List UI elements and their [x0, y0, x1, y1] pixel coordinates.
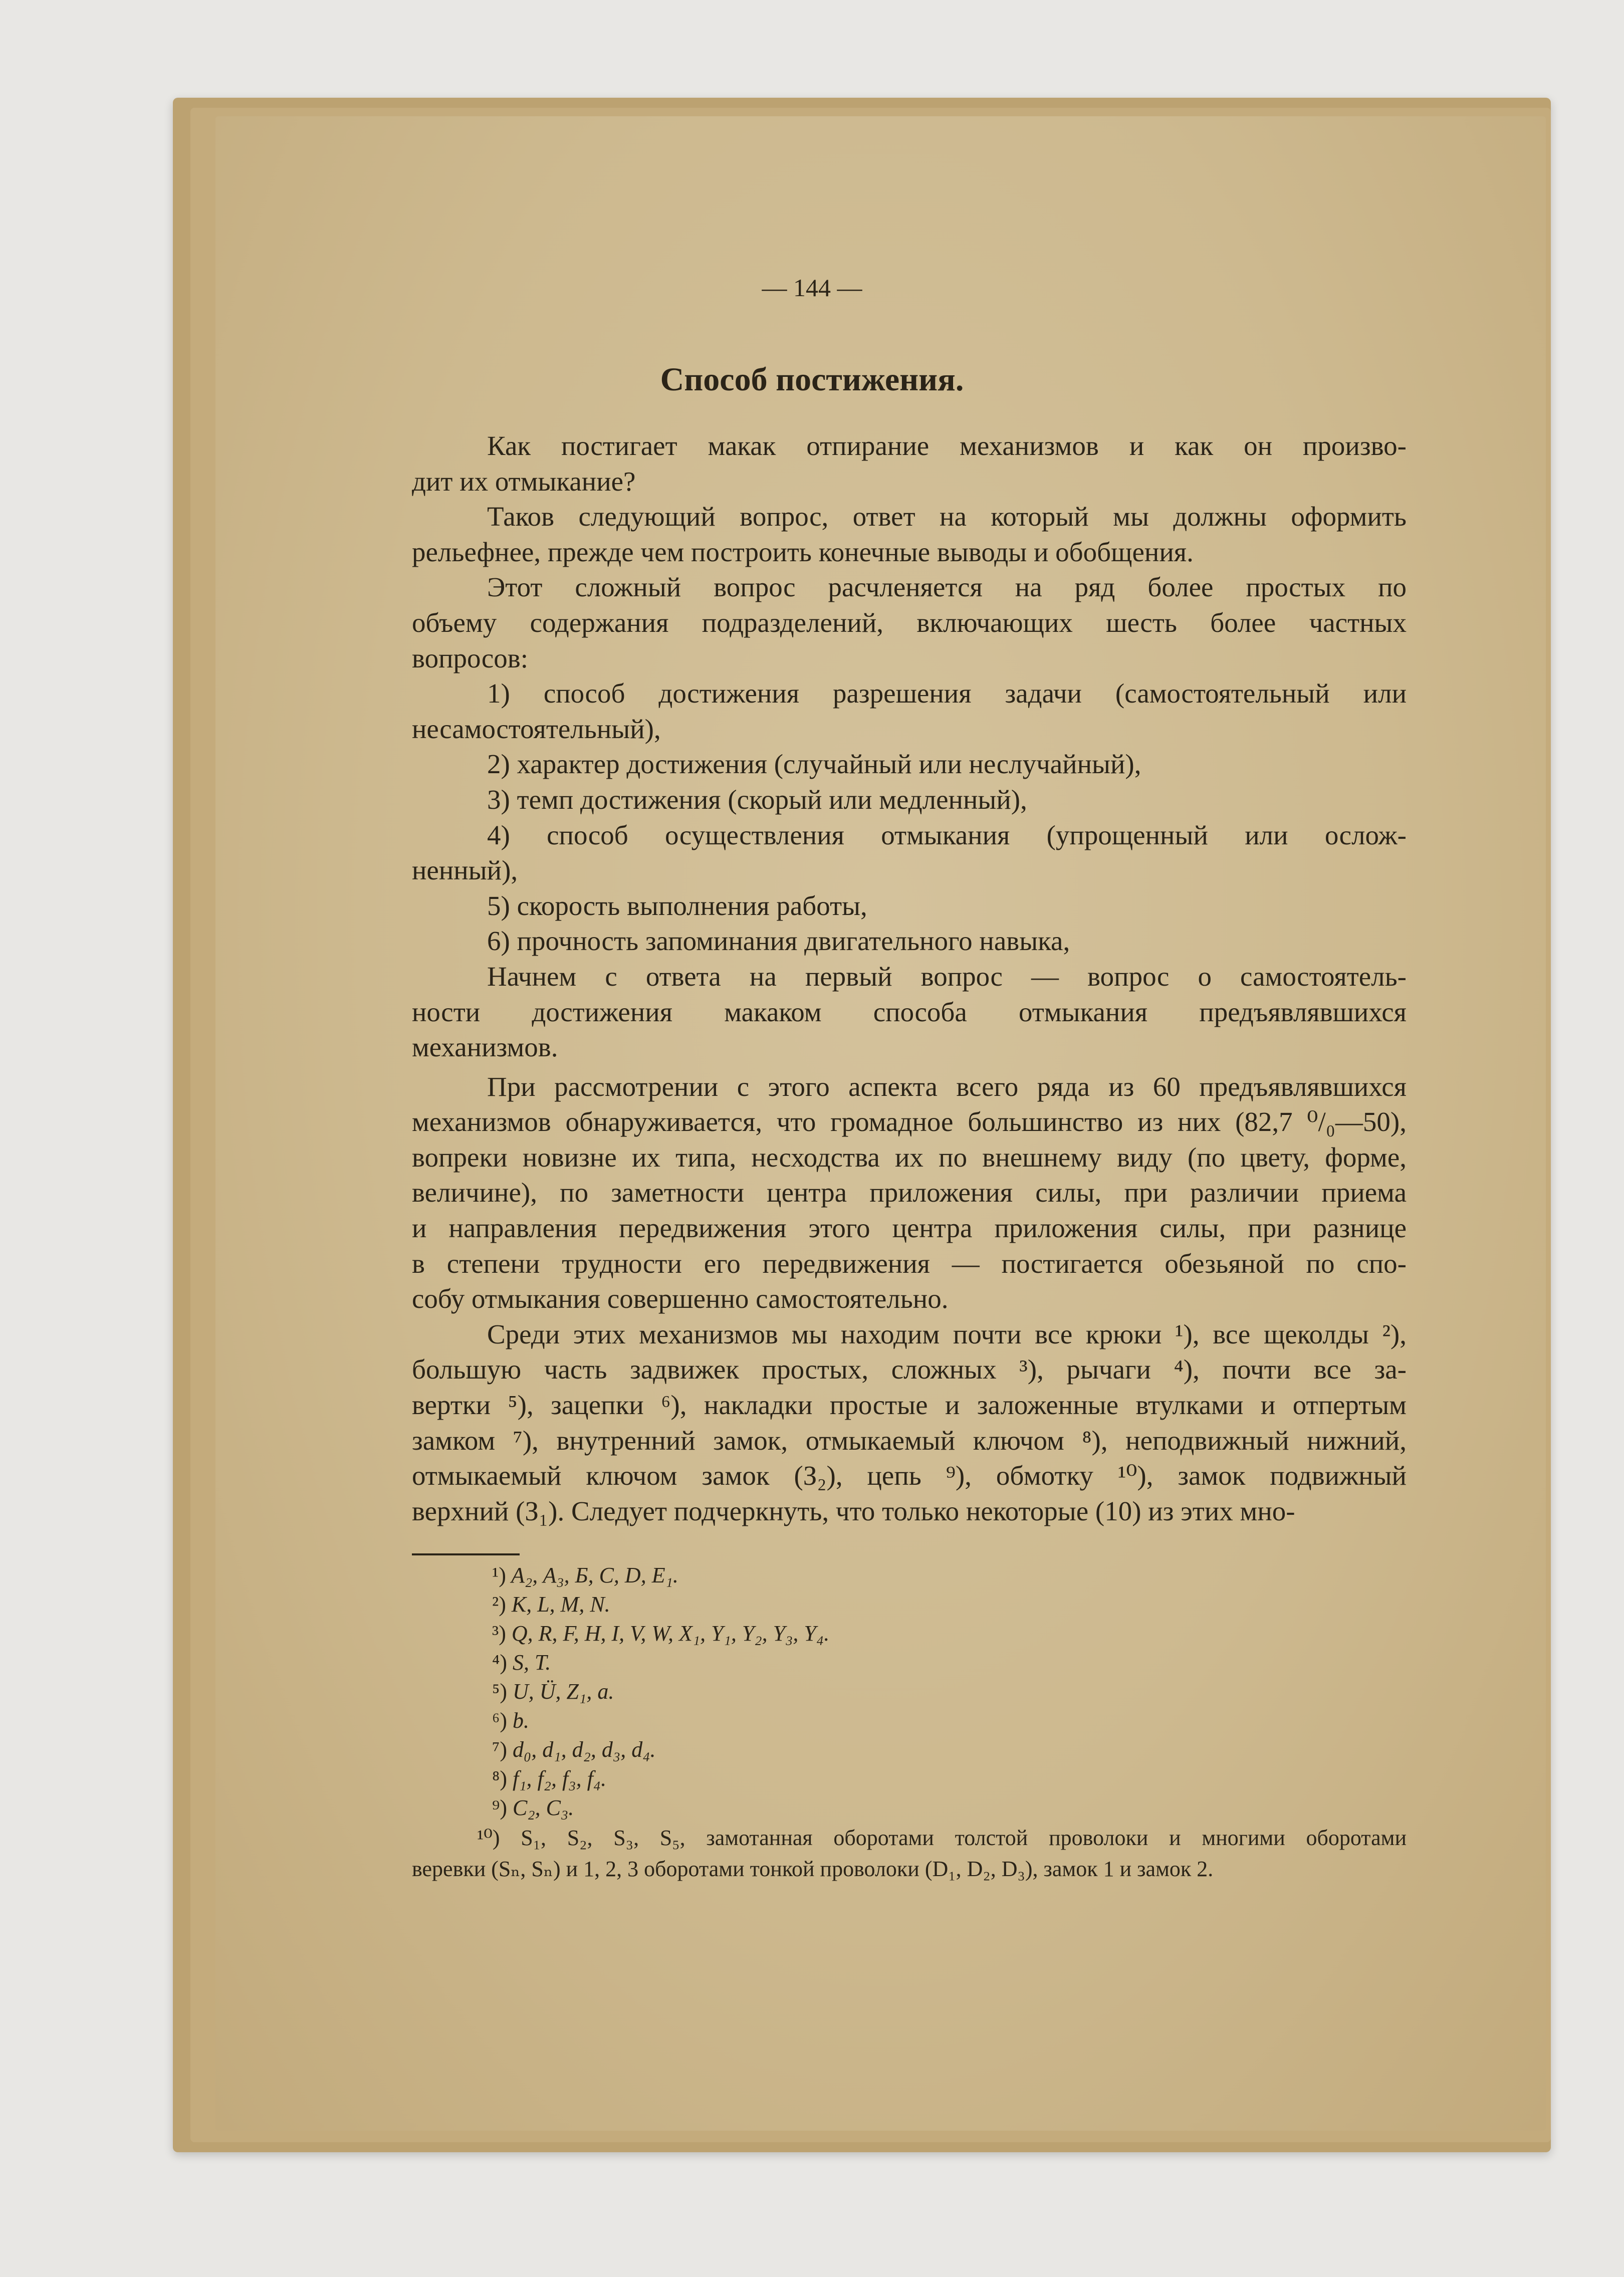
- footnote-number: ¹): [492, 1563, 506, 1587]
- text-line: отмыкаемый ключом замок (З₂), цепь ⁹), обмотку ¹⁰), замок подвижный: [412, 1460, 1407, 1491]
- footnote: [412, 1590, 1407, 1619]
- text-line: собу отмыкания совершенно самостоятельно.: [412, 1283, 949, 1314]
- footnote-text: S, T.: [513, 1650, 551, 1675]
- text-line: ненный),: [412, 855, 518, 886]
- footnotes: [412, 1561, 1407, 1885]
- text-line: большую часть задвижек простых, сложных ³), рычаги ⁴), почти все за-: [412, 1354, 1407, 1385]
- footnote-10-line: ¹⁰) S₁, S₂, S₃, S₅, замотанная оборотами толстой проволоки и многими оборотами: [477, 1826, 1407, 1850]
- text-line: 1) способ достижения разрешения задачи (самостоятельный или: [487, 678, 1407, 709]
- text-line: Начнем с ответа на первый вопрос — вопрос о самостоятель-: [487, 961, 1407, 992]
- section-title: Способ постижения.: [660, 361, 964, 398]
- text-line: механизмов обнаруживается, что громадное большинство из них (82,7 ⁰/₀—50),: [412, 1106, 1407, 1137]
- footnote-number: ⁹): [492, 1795, 507, 1820]
- text-line: Таков следующий вопрос, ответ на который мы должны оформить: [487, 501, 1407, 532]
- text-line: несамостоятельный),: [412, 713, 661, 744]
- text-line: механизмов.: [412, 1032, 558, 1063]
- footnote: [412, 1706, 1407, 1735]
- footnote-text: A₂, A₃, Б, C, D, E₁.: [511, 1563, 678, 1587]
- text-line: Среди этих механизмов мы находим почти все крюки ¹), все щеколды ²),: [487, 1318, 1407, 1349]
- text-line: рельефнее, прежде чем построить конечные выводы и обобщения.: [412, 536, 1194, 567]
- footnote-10-line: веревки (Sₙ, Sₙ) и 1, 2, 3 оборотами тонкой проволоки (D₁, D₂, D₃), замок 1 и замок 2.: [412, 1857, 1214, 1881]
- footnote-text: C₂, C₃.: [513, 1795, 574, 1820]
- text-line: величине), по заметности центра приложения силы, при различии приема: [412, 1177, 1407, 1208]
- text-line: дит их отмыкание?: [412, 466, 636, 497]
- text-line: вопросов:: [412, 642, 529, 673]
- footnote-text: b.: [513, 1708, 529, 1733]
- text-line: в степени трудности его передвижения — постигается обезьяной по спо-: [412, 1248, 1407, 1279]
- footnote: [412, 1648, 1407, 1677]
- footnote: [412, 1793, 1407, 1823]
- footnote-number: ⁸): [492, 1766, 507, 1791]
- text-line: 2) характер достижения (случайный или неслучайный),: [487, 749, 1141, 780]
- text-line: замком ⁷), внутренний замок, отмыкаемый ключом ⁸), неподвижный нижний,: [412, 1425, 1407, 1456]
- footnote-text: U, Ü, Z₁, a.: [513, 1679, 614, 1704]
- footnote: [412, 1735, 1407, 1764]
- text-line: 5) скорость выполнения работы,: [487, 890, 867, 921]
- page-number: — 144 —: [762, 274, 862, 302]
- footnote-text: K, L, M, N.: [511, 1592, 610, 1617]
- footnote-text: d₀, d₁, d₂, d₃, d₄.: [513, 1737, 656, 1762]
- footnote-number: ⁴): [492, 1650, 507, 1675]
- text-line: верхний (З₁). Следует подчеркнуть, что только некоторые (10) из этих мно-: [412, 1495, 1295, 1526]
- body-text: [412, 428, 1407, 1529]
- footnote-rule: [412, 1553, 520, 1555]
- text-line: 4) способ осуществления отмыкания (упрощенный или ослож-: [487, 819, 1407, 850]
- footnote-number: ⁵): [492, 1679, 507, 1704]
- footnote-text: Q, R, F, H, I, V, W, X₁, Y₁, Y₂, Y₃, Y₄.: [511, 1621, 830, 1646]
- text-line: 6) прочность запоминания двигательного навыка,: [487, 926, 1070, 957]
- text-line: При рассмотрении с этого аспекта всего ряда из 60 предъявлявшихся: [487, 1071, 1407, 1102]
- text-line: ности достижения макаком способа отмыкания предъявлявшихся: [412, 996, 1407, 1027]
- footnote: [412, 1677, 1407, 1706]
- text-line: вопреки новизне их типа, несходства их по внешнему виду (по цвету, форме,: [412, 1142, 1407, 1173]
- text-line: Как постигает макак отпирание механизмов и как он произво-: [487, 430, 1407, 461]
- text-line: вертки ⁵), зацепки ⁶), накладки простые и заложенные втулками и отпертым: [412, 1390, 1407, 1421]
- footnote: [412, 1619, 1407, 1648]
- text-line: и направления передвижения этого центра приложения силы, при разнице: [412, 1213, 1407, 1244]
- footnote-number: ³): [492, 1621, 506, 1646]
- footnote-text: f₁, f₂, f₃, f₄.: [513, 1766, 607, 1791]
- text-line: Этот сложный вопрос расчленяется на ряд более простых по: [487, 572, 1407, 603]
- paragraph-gap: [412, 1065, 1407, 1069]
- footnote-number: ⁷): [492, 1737, 507, 1762]
- text-line: 3) темп достижения (скорый или медленный),: [487, 784, 1027, 815]
- footnote: [412, 1561, 1407, 1590]
- text-line: объему содержания подразделений, включающих шесть более частных: [412, 607, 1407, 638]
- footnote-number: ²): [492, 1592, 506, 1617]
- footnote: [412, 1764, 1407, 1793]
- footnote-number: ⁶): [492, 1708, 507, 1733]
